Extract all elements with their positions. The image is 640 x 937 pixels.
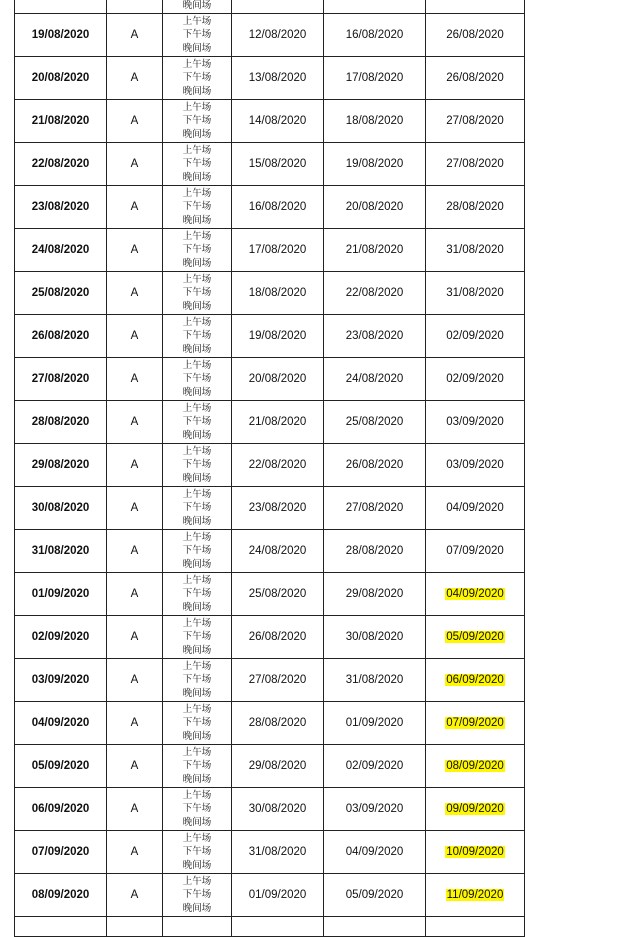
grade-cell: A — [107, 14, 163, 57]
start-date-cell: 12/08/2020 — [232, 14, 324, 57]
session-cell — [163, 530, 232, 573]
grade-cell: A — [107, 702, 163, 745]
schedule-table — [14, 0, 525, 937]
start-date-cell: 16/08/2020 — [232, 186, 324, 229]
grade-cell: A — [107, 229, 163, 272]
end-date-cell: 22/08/2020 — [324, 272, 426, 315]
end-date-cell: 27/08/2020 — [324, 487, 426, 530]
session-cell — [163, 57, 232, 100]
start-date-cell: 28/08/2020 — [232, 702, 324, 745]
end-date-cell: 19/08/2020 — [324, 143, 426, 186]
end-date-cell: 01/09/2020 — [324, 702, 426, 745]
table-row — [15, 14, 525, 57]
result-date-cell — [426, 831, 525, 874]
table-row — [15, 401, 525, 444]
session-label: 上午场 — [182, 703, 212, 715]
result-date-cell — [426, 702, 525, 745]
table-row-partial-top — [15, 0, 525, 14]
session-label: 晚间场 — [182, 257, 212, 269]
result-date-cell — [426, 186, 525, 229]
result-date: 26/08/2020 — [446, 72, 504, 84]
result-date: 07/09/2020 — [446, 545, 504, 557]
table-row-partial-bottom — [15, 917, 525, 937]
session-label: 下午场 — [182, 674, 212, 686]
cell-empty — [15, 917, 107, 937]
grade-cell: A — [107, 530, 163, 573]
session-cell — [163, 358, 232, 401]
table-row — [15, 831, 525, 874]
grade-cell: A — [107, 57, 163, 100]
grade-cell: A — [107, 272, 163, 315]
result-date-cell — [426, 616, 525, 659]
session-cell — [163, 444, 232, 487]
grade-cell: A — [107, 186, 163, 229]
result-date: 31/08/2020 — [446, 287, 504, 299]
end-date-cell: 25/08/2020 — [324, 401, 426, 444]
highlighted-date: 05/09/2020 — [446, 631, 504, 643]
date-cell: 27/08/2020 — [15, 358, 107, 401]
session-label: 上午场 — [182, 273, 212, 285]
date-cell: 05/09/2020 — [15, 745, 107, 788]
session-label: 上午场 — [182, 660, 212, 672]
result-date-cell — [426, 229, 525, 272]
session-cell — [163, 745, 232, 788]
session-label: 上午场 — [182, 359, 212, 371]
result-date-cell — [426, 444, 525, 487]
table-row — [15, 788, 525, 831]
end-date-cell: 04/09/2020 — [324, 831, 426, 874]
session-label: 晚间场 — [182, 730, 212, 742]
result-date-cell — [426, 874, 525, 917]
session-label: 晚间场 — [182, 214, 212, 226]
session-label: 上午场 — [182, 15, 212, 27]
result-date-cell — [426, 530, 525, 573]
session-label: 上午场 — [182, 875, 212, 887]
session-label: 上午场 — [182, 832, 212, 844]
session-label: 下午场 — [182, 545, 212, 557]
start-date-cell: 15/08/2020 — [232, 143, 324, 186]
cell-empty — [107, 0, 163, 14]
session-cell — [163, 272, 232, 315]
session-label: 晚间场 — [182, 472, 212, 484]
date-cell: 25/08/2020 — [15, 272, 107, 315]
cell-empty — [15, 0, 107, 14]
session-cell — [163, 616, 232, 659]
session-label: 下午场 — [182, 244, 212, 256]
session-label: 上午场 — [182, 617, 212, 629]
result-date: 03/09/2020 — [446, 459, 504, 471]
session-label: 下午场 — [182, 889, 212, 901]
start-date-cell: 19/08/2020 — [232, 315, 324, 358]
result-date: 27/08/2020 — [446, 115, 504, 127]
session-label: 上午场 — [182, 746, 212, 758]
session-cell — [163, 186, 232, 229]
session-label: 上午场 — [182, 574, 212, 586]
result-date-cell — [426, 358, 525, 401]
session-cell — [163, 100, 232, 143]
grade-cell: A — [107, 315, 163, 358]
table-row — [15, 616, 525, 659]
table-row — [15, 358, 525, 401]
session-label: 下午场 — [182, 201, 212, 213]
session-label: 晚间场 — [182, 859, 212, 871]
result-date-cell — [426, 745, 525, 788]
grade-cell: A — [107, 100, 163, 143]
session-label: 晚间场 — [182, 128, 212, 140]
session-label: 晚间场 — [182, 42, 212, 54]
session-label: 晚间场 — [182, 687, 212, 699]
session-label: 晚间场 — [182, 171, 212, 183]
session-label: 上午场 — [182, 531, 212, 543]
grade-cell: A — [107, 444, 163, 487]
start-date-cell: 01/09/2020 — [232, 874, 324, 917]
table-row — [15, 315, 525, 358]
session-cell — [163, 573, 232, 616]
end-date-cell: 28/08/2020 — [324, 530, 426, 573]
result-date-cell — [426, 57, 525, 100]
start-date-cell: 29/08/2020 — [232, 745, 324, 788]
session-label: 晚间场 — [182, 0, 212, 11]
table-row — [15, 186, 525, 229]
cell-empty — [324, 0, 426, 14]
session-cell — [163, 229, 232, 272]
date-cell: 30/08/2020 — [15, 487, 107, 530]
date-cell: 19/08/2020 — [15, 14, 107, 57]
cell-empty — [232, 917, 324, 937]
date-cell: 29/08/2020 — [15, 444, 107, 487]
start-date-cell: 13/08/2020 — [232, 57, 324, 100]
grade-cell: A — [107, 659, 163, 702]
date-cell: 02/09/2020 — [15, 616, 107, 659]
session-label: 上午场 — [182, 488, 212, 500]
session-label: 下午场 — [182, 459, 212, 471]
table-row — [15, 530, 525, 573]
highlighted-date: 11/09/2020 — [446, 889, 504, 901]
grade-cell: A — [107, 745, 163, 788]
session-cell — [163, 659, 232, 702]
grade-cell: A — [107, 616, 163, 659]
session-label: 上午场 — [182, 445, 212, 457]
result-date-cell — [426, 272, 525, 315]
session-label: 下午场 — [182, 631, 212, 643]
table-row — [15, 229, 525, 272]
grade-cell: A — [107, 788, 163, 831]
session-label: 上午场 — [182, 316, 212, 328]
grade-cell: A — [107, 831, 163, 874]
table-row — [15, 444, 525, 487]
date-cell: 28/08/2020 — [15, 401, 107, 444]
start-date-cell: 25/08/2020 — [232, 573, 324, 616]
end-date-cell: 26/08/2020 — [324, 444, 426, 487]
date-cell: 04/09/2020 — [15, 702, 107, 745]
session-label: 下午场 — [182, 115, 212, 127]
session-label: 上午场 — [182, 187, 212, 199]
session-label: 下午场 — [182, 846, 212, 858]
table-row — [15, 659, 525, 702]
session-label: 下午场 — [182, 502, 212, 514]
end-date-cell: 21/08/2020 — [324, 229, 426, 272]
date-cell: 01/09/2020 — [15, 573, 107, 616]
start-date-cell: 14/08/2020 — [232, 100, 324, 143]
session-cell — [163, 702, 232, 745]
result-date-cell — [426, 487, 525, 530]
start-date-cell: 23/08/2020 — [232, 487, 324, 530]
cell-empty — [426, 917, 525, 937]
result-date-cell — [426, 14, 525, 57]
session-label: 下午场 — [182, 416, 212, 428]
end-date-cell: 30/08/2020 — [324, 616, 426, 659]
start-date-cell: 31/08/2020 — [232, 831, 324, 874]
result-date: 27/08/2020 — [446, 158, 504, 170]
session-cell — [163, 788, 232, 831]
result-date: 02/09/2020 — [446, 330, 504, 342]
session-label: 晚间场 — [182, 85, 212, 97]
end-date-cell: 05/09/2020 — [324, 874, 426, 917]
highlighted-date: 07/09/2020 — [446, 717, 504, 729]
session-label: 下午场 — [182, 158, 212, 170]
table-row — [15, 745, 525, 788]
session-label: 下午场 — [182, 717, 212, 729]
table-row — [15, 874, 525, 917]
start-date-cell: 18/08/2020 — [232, 272, 324, 315]
highlighted-date: 04/09/2020 — [446, 588, 504, 600]
start-date-cell: 27/08/2020 — [232, 659, 324, 702]
table-row — [15, 100, 525, 143]
cell-empty — [232, 0, 324, 14]
start-date-cell: 22/08/2020 — [232, 444, 324, 487]
grade-cell: A — [107, 573, 163, 616]
session-label: 晚间场 — [182, 558, 212, 570]
cell-empty — [163, 917, 232, 937]
session-cell — [163, 874, 232, 917]
result-date: 28/08/2020 — [446, 201, 504, 213]
result-date-cell — [426, 788, 525, 831]
session-label: 上午场 — [182, 789, 212, 801]
table-row — [15, 702, 525, 745]
table-row — [15, 57, 525, 100]
result-date: 04/09/2020 — [446, 502, 504, 514]
grade-cell: A — [107, 401, 163, 444]
end-date-cell: 23/08/2020 — [324, 315, 426, 358]
result-date: 31/08/2020 — [446, 244, 504, 256]
session-label: 上午场 — [182, 101, 212, 113]
session-label: 晚间场 — [182, 644, 212, 656]
session-label: 晚间场 — [182, 429, 212, 441]
end-date-cell: 03/09/2020 — [324, 788, 426, 831]
session-label: 上午场 — [182, 144, 212, 156]
end-date-cell: 16/08/2020 — [324, 14, 426, 57]
end-date-cell: 20/08/2020 — [324, 186, 426, 229]
highlighted-date: 09/09/2020 — [446, 803, 504, 815]
end-date-cell: 17/08/2020 — [324, 57, 426, 100]
start-date-cell: 30/08/2020 — [232, 788, 324, 831]
start-date-cell: 17/08/2020 — [232, 229, 324, 272]
session-label: 晚间场 — [182, 386, 212, 398]
session-label: 上午场 — [182, 230, 212, 242]
cell-empty — [426, 0, 525, 14]
schedule-table-body — [15, 0, 525, 937]
session-label: 晚间场 — [182, 902, 212, 914]
session-label: 晚间场 — [182, 343, 212, 355]
session-label: 下午场 — [182, 760, 212, 772]
grade-cell: A — [107, 358, 163, 401]
session-label: 下午场 — [182, 803, 212, 815]
date-cell: 20/08/2020 — [15, 57, 107, 100]
cell-empty — [324, 917, 426, 937]
start-date-cell: 26/08/2020 — [232, 616, 324, 659]
date-cell: 23/08/2020 — [15, 186, 107, 229]
date-cell: 22/08/2020 — [15, 143, 107, 186]
session-label: 下午场 — [182, 373, 212, 385]
table-row — [15, 573, 525, 616]
start-date-cell: 24/08/2020 — [232, 530, 324, 573]
session-label: 下午场 — [182, 330, 212, 342]
start-date-cell: 20/08/2020 — [232, 358, 324, 401]
grade-cell: A — [107, 487, 163, 530]
table-row — [15, 143, 525, 186]
date-cell: 07/09/2020 — [15, 831, 107, 874]
result-date: 26/08/2020 — [446, 29, 504, 41]
session-label: 下午场 — [182, 588, 212, 600]
session-label: 晚间场 — [182, 601, 212, 613]
session-label: 上午场 — [182, 402, 212, 414]
session-cell — [163, 831, 232, 874]
session-cell — [163, 315, 232, 358]
session-label: 下午场 — [182, 29, 212, 41]
session-label: 晚间场 — [182, 300, 212, 312]
date-cell: 31/08/2020 — [15, 530, 107, 573]
table-row — [15, 487, 525, 530]
end-date-cell: 02/09/2020 — [324, 745, 426, 788]
result-date-cell — [426, 401, 525, 444]
session-cell — [163, 143, 232, 186]
session-cell — [163, 14, 232, 57]
highlighted-date: 10/09/2020 — [446, 846, 504, 858]
table-row — [15, 272, 525, 315]
highlighted-date: 06/09/2020 — [446, 674, 504, 686]
date-cell: 03/09/2020 — [15, 659, 107, 702]
result-date-cell — [426, 315, 525, 358]
start-date-cell: 21/08/2020 — [232, 401, 324, 444]
date-cell: 26/08/2020 — [15, 315, 107, 358]
session-label: 下午场 — [182, 287, 212, 299]
result-date: 02/09/2020 — [446, 373, 504, 385]
session-cell — [163, 401, 232, 444]
session-label: 晚间场 — [182, 515, 212, 527]
end-date-cell: 31/08/2020 — [324, 659, 426, 702]
session-label: 上午场 — [182, 58, 212, 70]
end-date-cell: 29/08/2020 — [324, 573, 426, 616]
result-date: 03/09/2020 — [446, 416, 504, 428]
date-cell: 06/09/2020 — [15, 788, 107, 831]
date-cell: 24/08/2020 — [15, 229, 107, 272]
session-cell — [163, 0, 232, 14]
result-date-cell — [426, 100, 525, 143]
session-label: 晚间场 — [182, 773, 212, 785]
date-cell: 08/09/2020 — [15, 874, 107, 917]
end-date-cell: 24/08/2020 — [324, 358, 426, 401]
session-cell — [163, 487, 232, 530]
date-cell: 21/08/2020 — [15, 100, 107, 143]
end-date-cell: 18/08/2020 — [324, 100, 426, 143]
result-date-cell — [426, 143, 525, 186]
result-date-cell — [426, 659, 525, 702]
cell-empty — [107, 917, 163, 937]
result-date-cell — [426, 573, 525, 616]
grade-cell: A — [107, 874, 163, 917]
session-label: 下午场 — [182, 72, 212, 84]
grade-cell: A — [107, 143, 163, 186]
highlighted-date: 08/09/2020 — [446, 760, 504, 772]
session-label: 晚间场 — [182, 816, 212, 828]
